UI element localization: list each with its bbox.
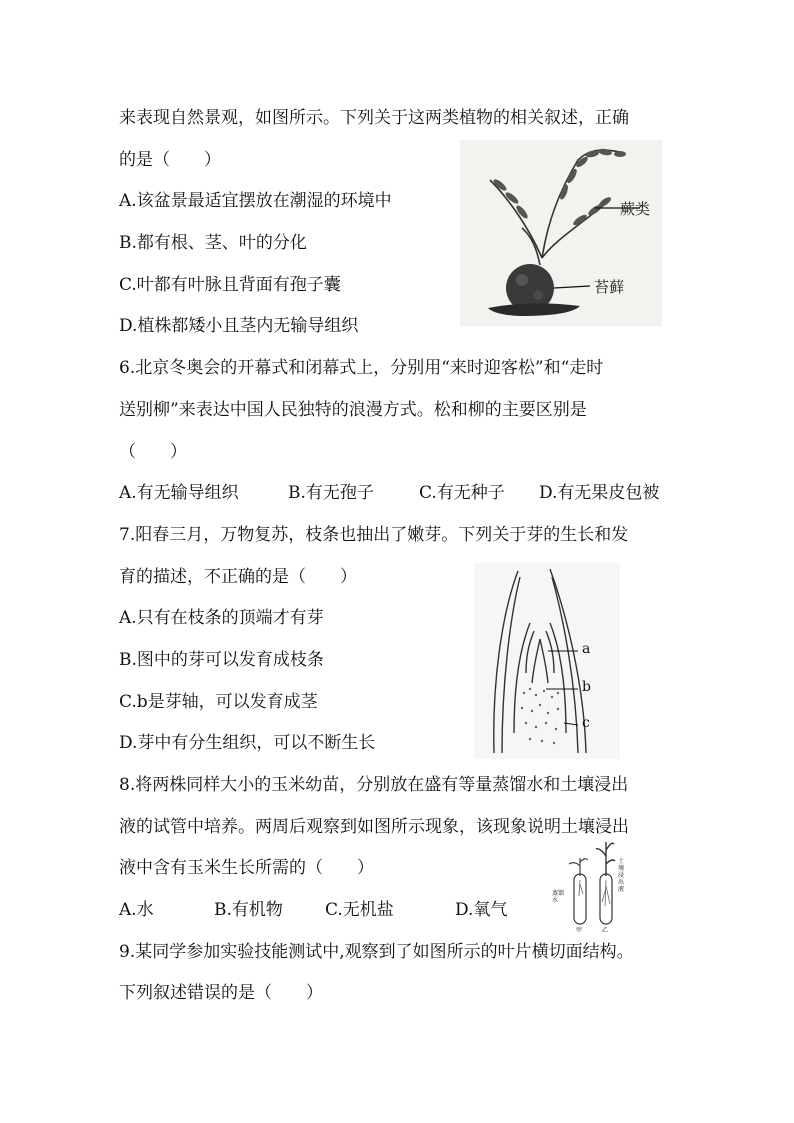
tube-jia-label: 甲: [576, 927, 583, 934]
bud-label-b: b: [582, 679, 591, 695]
q5-option-a: A.该盆景最适宜摆放在潮湿的环境中: [119, 191, 392, 211]
tube-yi-label: 乙: [602, 927, 609, 934]
soil-extract-label: 土壤浸出液: [618, 858, 625, 893]
q7-option-b: B.图中的芽可以发育成枝条: [119, 650, 324, 670]
q5-stem-line-1: 来表现自然景观，如图所示。下列关于这两类植物的相关叙述，正确: [119, 108, 629, 128]
q5-option-d: D.植株都矮小且茎内无输导组织: [119, 316, 359, 336]
q5-option-c: C.叶都有叶脉且背面有孢子囊: [119, 275, 341, 295]
q9-stem-line-2: 下列叙述错误的是（ ）: [119, 983, 323, 1003]
q8-option-a: A.水: [119, 900, 154, 920]
q6-stem-line-2: 送别柳”来表达中国人民独特的浪漫方式。松和柳的主要区别是: [119, 400, 587, 420]
q7-option-c: C.b是芽轴，可以发育成茎: [119, 692, 318, 712]
q6-stem-line-3: （ ）: [119, 442, 187, 462]
q8-stem-line-2: 液的试管中培养。两周后观察到如图所示现象，该现象说明土壤浸出: [119, 817, 629, 837]
q5-option-b: B.都有根、茎、叶的分化: [119, 233, 307, 253]
moss-label: 苔藓: [594, 278, 625, 296]
q7-option-a: A.只有在枝条的顶端才有芽: [119, 608, 324, 628]
bud-section-figure: [474, 563, 620, 759]
q6-stem-line-1: 6.北京冬奥会的开幕式和闭幕式上，分别用“来时迎客松”和“走时: [119, 358, 604, 378]
q6-option-a: A.有无输导组织: [119, 483, 239, 503]
corn-seedling-tubes-figure: [552, 836, 638, 932]
q6-option-b: B.有无孢子: [288, 483, 374, 503]
q9-stem-line-1: 9.某同学参加实验技能测试中,观察到了如图所示的叶片横切面结构。: [119, 942, 634, 962]
q5-stem-line-2: 的是（ ）: [119, 150, 221, 170]
q6-option-c: C.有无种子: [419, 483, 505, 503]
q7-stem-line-1: 7.阳春三月，万物复苏，枝条也抽出了嫩芽。下列关于芽的生长和发: [119, 525, 629, 545]
bud-label-c: c: [582, 715, 590, 731]
q8-option-d: D.氧气: [455, 900, 508, 920]
q7-stem-line-2: 育的描述，不正确的是（ ）: [119, 567, 357, 587]
q8-option-c: C.无机盐: [325, 900, 394, 920]
bud-label-a: a: [582, 641, 591, 657]
fern-moss-bonsai-figure: [460, 140, 662, 326]
fern-label: 蕨类: [620, 200, 651, 218]
q6-option-d: D.有无果皮包被: [539, 483, 660, 503]
q8-stem-line-3: 液中含有玉米生长所需的（ ）: [119, 858, 374, 878]
q8-option-b: B.有机物: [214, 900, 283, 920]
distilled-water-label: 蒸馏水: [552, 890, 565, 904]
q8-stem-line-1: 8.将两株同样大小的玉米幼苗，分别放在盛有等量蒸馏水和土壤浸出: [119, 775, 629, 795]
q7-option-d: D.芽中有分生组织，可以不断生长: [119, 733, 376, 753]
